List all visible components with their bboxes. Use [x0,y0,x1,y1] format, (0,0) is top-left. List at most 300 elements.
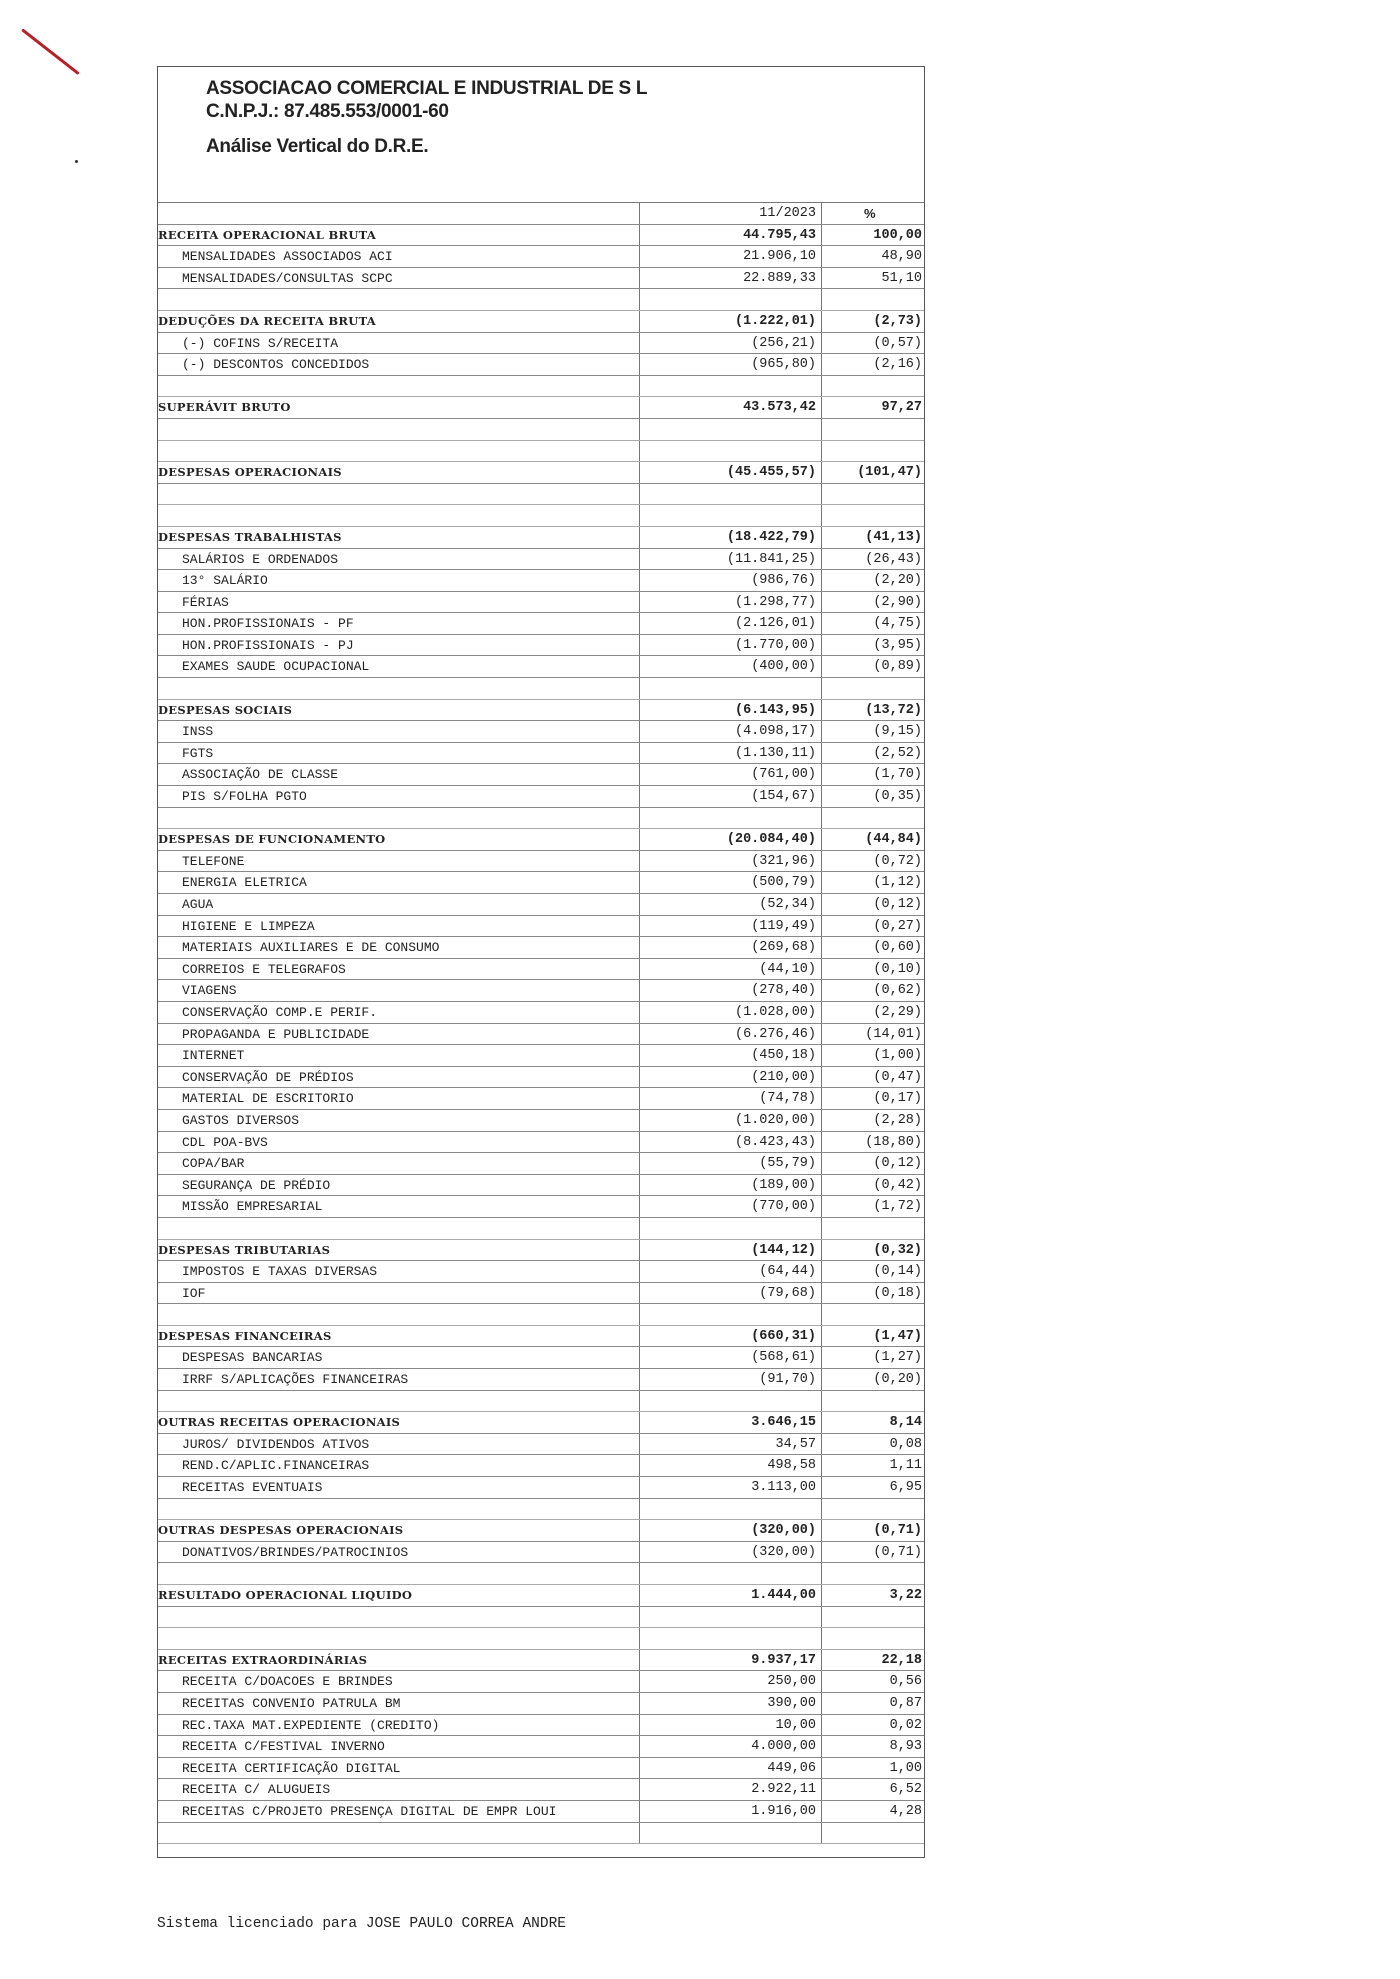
row-percent: 0,08 [821,1434,925,1456]
row-percent: (41,13) [821,527,925,549]
table-row [158,1132,924,1154]
row-description: (-) COFINS S/RECEITA [182,335,339,351]
row-percent [821,1823,925,1845]
row-value: 34,57 [639,1434,820,1456]
table-row [158,1758,924,1780]
row-percent: 0,02 [821,1715,925,1737]
row-description: MENSALIDADES/CONSULTAS SCPC [182,270,393,286]
row-description: EXAMES SAUDE OCUPACIONAL [182,659,370,675]
section-row [158,1650,924,1672]
row-description: IRRF S/APLICAÇÕES FINANCEIRAS [182,1372,409,1388]
row-value: (320,00) [639,1542,820,1564]
row-value [639,1607,820,1629]
row-percent [821,1607,925,1629]
row-percent: (26,43) [821,549,925,571]
row-description: REND.C/APLIC.FINANCEIRAS [182,1458,370,1474]
row-value: 250,00 [639,1671,820,1693]
row-description: RESULTADO OPERACIONAL LIQUIDO [158,1588,413,1602]
row-description: REC.TAXA MAT.EXPEDIENTE (CREDITO) [182,1717,440,1733]
row-value: (2.126,01) [639,613,820,635]
row-description [158,419,638,441]
row-description: SALÁRIOS E ORDENADOS [182,551,339,567]
row-description: DESPESAS OPERACIONAIS [158,465,342,480]
table-row [158,872,924,894]
row-value: (269,68) [639,937,820,959]
row-description: 13° SALÁRIO [182,573,268,589]
row-percent [821,441,925,463]
blank-row [158,1499,924,1521]
row-percent: (0,32) [821,1240,925,1262]
row-value: (4.098,17) [639,721,820,743]
row-value: 21.906,10 [639,246,820,268]
blank-row [158,808,924,830]
row-description: INTERNET [182,1048,245,1064]
blank-row [158,419,924,441]
row-percent: 3,22 [821,1585,925,1607]
row-percent: (1,47) [821,1326,925,1348]
row-description: RECEITA C/ ALUGUEIS [182,1782,331,1798]
row-percent: (0,35) [821,786,925,808]
row-description: FÉRIAS [182,594,229,610]
row-percent: (101,47) [821,462,925,484]
row-percent: (0,62) [821,980,925,1002]
row-percent: (0,18) [821,1283,925,1305]
row-percent: (3,95) [821,635,925,657]
row-percent: (0,60) [821,937,925,959]
row-percent: (2,20) [821,570,925,592]
row-percent: (2,73) [821,311,925,333]
row-value: (986,76) [639,570,820,592]
row-percent: (9,15) [821,721,925,743]
row-percent: (0,57) [821,333,925,355]
row-value [639,1563,820,1585]
row-value: 2.922,11 [639,1779,820,1801]
ink-dot-mark [75,160,78,163]
row-description: CONSERVAÇÃO DE PRÉDIOS [182,1069,354,1085]
report-header [158,67,924,199]
row-percent: 48,90 [821,246,925,268]
row-description: IMPOSTOS E TAXAS DIVERSAS [182,1264,378,1280]
row-percent: (1,70) [821,764,925,786]
row-description: DESPESAS DE FUNCIONAMENTO [158,832,386,847]
row-description: DEDUÇÕES DA RECEITA BRUTA [158,313,377,328]
row-value [639,376,820,398]
blank-row [158,441,924,463]
row-description: VIAGENS [182,983,237,999]
row-value: 3.113,00 [639,1477,820,1499]
row-description: IOF [182,1285,206,1301]
row-value: (45.455,57) [639,462,820,484]
row-percent: (2,28) [821,1110,925,1132]
row-description: MISSÃO EMPRESARIAL [182,1199,323,1215]
row-description: HON.PROFISSIONAIS - PJ [182,637,354,653]
blank-row [158,1628,924,1650]
table-row [158,1153,924,1175]
row-value [639,1628,820,1650]
row-percent [821,808,925,830]
row-value: (1.020,00) [639,1110,820,1132]
row-percent: (1,72) [821,1196,925,1218]
blank-row [158,376,924,398]
row-description [158,376,638,398]
row-percent [821,1499,925,1521]
row-value: (321,96) [639,851,820,873]
row-value [639,505,820,527]
section-row [158,1412,924,1434]
row-value: (18.422,79) [639,527,820,549]
row-description: CDL POA-BVS [182,1134,268,1150]
blank-row [158,1823,924,1845]
section-row [158,527,924,549]
section-row [158,397,924,419]
license-footer: Sistema licenciado para JOSE PAULO CORREA ANDRE [157,1916,566,1932]
table-row [158,980,924,1002]
row-description: MATERIAIS AUXILIARES E DE CONSUMO [182,940,440,956]
row-value: (44,10) [639,959,820,981]
row-description [158,808,638,830]
row-description: PIS S/FOLHA PGTO [182,789,307,805]
blank-row [158,1304,924,1326]
row-description [158,1823,638,1845]
row-value: (770,00) [639,1196,820,1218]
table-row [158,916,924,938]
row-description [158,1628,638,1650]
row-description: RECEITAS EXTRAORDINÁRIAS [158,1652,368,1667]
row-description: MENSALIDADES ASSOCIADOS ACI [182,249,393,265]
section-row [158,462,924,484]
row-value: (1.298,77) [639,592,820,614]
row-value: (278,40) [639,980,820,1002]
table-row [158,1045,924,1067]
row-percent: (0,12) [821,894,925,916]
row-value: 1.444,00 [639,1585,820,1607]
row-description: DONATIVOS/BRINDES/PATROCINIOS [182,1544,409,1560]
row-description: CONSERVAÇÃO COMP.E PERIF. [182,1004,378,1020]
row-percent: 8,93 [821,1736,925,1758]
row-percent [821,1218,925,1240]
table-row [158,1196,924,1218]
table-row [158,743,924,765]
row-percent: 6,95 [821,1477,925,1499]
row-description: HON.PROFISSIONAIS - PF [182,616,354,632]
row-value: (189,00) [639,1175,820,1197]
report-title: Análise Vertical do D.R.E. [206,136,429,157]
table-row [158,1542,924,1564]
row-percent: (1,00) [821,1045,925,1067]
table-row [158,1736,924,1758]
row-value: (761,00) [639,764,820,786]
row-description [158,1563,638,1585]
section-row [158,700,924,722]
row-description [158,505,638,527]
section-row [158,829,924,851]
table-row [158,721,924,743]
table-row [158,1088,924,1110]
table-row [158,333,924,355]
row-percent: 100,00 [821,225,925,247]
period-column-header: 11/2023 [639,203,820,225]
row-value: (400,00) [639,656,820,678]
table-row [158,1175,924,1197]
row-value [639,1391,820,1413]
row-value: (568,61) [639,1347,820,1369]
row-description: MATERIAL DE ESCRITORIO [182,1091,354,1107]
section-row [158,1240,924,1262]
table-row [158,1110,924,1132]
row-percent [821,1391,925,1413]
row-description: GASTOS DIVERSOS [182,1112,300,1128]
table-row [158,1671,924,1693]
table-row [158,851,924,873]
header-desc-cell [158,203,638,225]
row-description: RECEITA C/FESTIVAL INVERNO [182,1739,385,1755]
table-row [158,894,924,916]
row-value: 10,00 [639,1715,820,1737]
row-percent: 97,27 [821,397,925,419]
table-row [158,549,924,571]
row-description: RECEITAS CONVENIO PATRULA BM [182,1695,401,1711]
row-value: (6.143,95) [639,700,820,722]
row-description [158,1218,638,1240]
row-percent: (0,10) [821,959,925,981]
blank-row [158,1563,924,1585]
row-value [639,484,820,506]
row-value: (79,68) [639,1283,820,1305]
row-percent: (13,72) [821,700,925,722]
row-percent [821,1304,925,1326]
row-percent: (44,84) [821,829,925,851]
row-value: (210,00) [639,1067,820,1089]
table-row [158,786,924,808]
row-description [158,484,638,506]
row-percent: 6,52 [821,1779,925,1801]
row-value: 22.889,33 [639,268,820,290]
row-value: (55,79) [639,1153,820,1175]
row-percent: 22,18 [821,1650,925,1672]
row-percent: (1,12) [821,872,925,894]
section-row [158,225,924,247]
table-row [158,1477,924,1499]
row-description: SEGURANÇA DE PRÉDIO [182,1177,331,1193]
row-percent: (2,16) [821,354,925,376]
row-value [639,1823,820,1845]
table-row [158,959,924,981]
row-percent [821,678,925,700]
percent-column-header: % [821,203,925,225]
table-row [158,1067,924,1089]
row-percent: 1,00 [821,1758,925,1780]
row-description: JUROS/ DIVIDENDOS ATIVOS [182,1436,370,1452]
row-value: 449,06 [639,1758,820,1780]
row-value [639,1304,820,1326]
row-percent [821,505,925,527]
blank-row [158,1218,924,1240]
row-value: (450,18) [639,1045,820,1067]
row-percent: (0,47) [821,1067,925,1089]
blank-row [158,1391,924,1413]
row-percent: 1,11 [821,1455,925,1477]
row-percent: (0,27) [821,916,925,938]
row-value [639,678,820,700]
row-value: 498,58 [639,1455,820,1477]
row-description: DESPESAS BANCARIAS [182,1350,323,1366]
row-description: DESPESAS FINANCEIRAS [158,1328,332,1343]
row-percent [821,1563,925,1585]
table-row [158,635,924,657]
row-percent: 8,14 [821,1412,925,1434]
row-value: (154,67) [639,786,820,808]
row-value: (20.084,40) [639,829,820,851]
row-percent: (0,71) [821,1520,925,1542]
section-row [158,1585,924,1607]
table-row [158,246,924,268]
report-frame [157,66,925,1858]
row-description: DESPESAS TRABALHISTAS [158,529,342,544]
row-description: SUPERÁVIT BRUTO [158,400,291,415]
row-description: RECEITA OPERACIONAL BRUTA [158,227,377,242]
row-value: (74,78) [639,1088,820,1110]
section-row [158,1520,924,1542]
row-value: (256,21) [639,333,820,355]
row-description [158,441,638,463]
table-row [158,937,924,959]
pen-stroke-mark [21,28,80,75]
row-percent: (14,01) [821,1024,925,1046]
row-description: TELEFONE [182,853,245,869]
row-value: (64,44) [639,1261,820,1283]
row-percent: 0,56 [821,1671,925,1693]
row-percent: (0,20) [821,1369,925,1391]
row-value: (119,49) [639,916,820,938]
row-description: ASSOCIAÇÃO DE CLASSE [182,767,339,783]
row-percent: (4,75) [821,613,925,635]
row-percent: (0,42) [821,1175,925,1197]
row-percent: (2,52) [821,743,925,765]
row-description [158,678,638,700]
row-value: 4.000,00 [639,1736,820,1758]
row-value [639,441,820,463]
row-description: AGUA [182,897,214,912]
row-percent: (0,89) [821,656,925,678]
table-row [158,1693,924,1715]
row-value: 1.916,00 [639,1801,820,1823]
table-row [158,613,924,635]
row-percent [821,376,925,398]
row-value: 390,00 [639,1693,820,1715]
table-row [158,1347,924,1369]
row-value: (965,80) [639,354,820,376]
row-percent: 4,28 [821,1801,925,1823]
company-name: ASSOCIACAO COMERCIAL E INDUSTRIAL DE S L [206,78,648,99]
row-value: (8.423,43) [639,1132,820,1154]
table-row [158,354,924,376]
blank-row [158,505,924,527]
section-row [158,311,924,333]
blank-row [158,678,924,700]
row-description: PROPAGANDA E PUBLICIDADE [182,1026,370,1042]
table-row [158,592,924,614]
blank-row [158,1607,924,1629]
table-header-row [158,202,924,225]
row-value: (660,31) [639,1326,820,1348]
row-percent: (0,17) [821,1088,925,1110]
row-percent [821,289,925,311]
row-description: DESPESAS TRIBUTARIAS [158,1242,331,1257]
row-percent: (1,27) [821,1347,925,1369]
row-description [158,1499,638,1521]
row-value: (1.222,01) [639,311,820,333]
table-row [158,1779,924,1801]
blank-row [158,484,924,506]
section-row [158,1326,924,1348]
table-row [158,1261,924,1283]
row-description: RECEITAS EVENTUAIS [182,1480,323,1496]
row-description: HIGIENE E LIMPEZA [182,918,315,934]
row-percent [821,419,925,441]
table-row [158,1715,924,1737]
table-row [158,570,924,592]
row-description: ENERGIA ELETRICA [182,875,307,891]
row-value: 43.573,42 [639,397,820,419]
row-percent: 0,87 [821,1693,925,1715]
row-percent: 51,10 [821,268,925,290]
row-percent: (18,80) [821,1132,925,1154]
row-description: RECEITAS C/PROJETO PRESENÇA DIGITAL DE EMPR LOUI [182,1803,557,1819]
table-row [158,1369,924,1391]
row-value [639,289,820,311]
row-value: (91,70) [639,1369,820,1391]
row-description [158,1391,638,1413]
row-value: (1.028,00) [639,1002,820,1024]
row-value: 44.795,43 [639,225,820,247]
row-description: RECEITA CERTIFICAÇÃO DIGITAL [182,1760,401,1776]
row-percent: (0,72) [821,851,925,873]
row-description: DESPESAS SOCIAIS [158,702,293,717]
row-description: FGTS [182,745,214,761]
row-description: OUTRAS RECEITAS OPERACIONAIS [158,1415,401,1430]
row-percent: (0,14) [821,1261,925,1283]
row-percent: (2,90) [821,592,925,614]
table-row [158,1455,924,1477]
row-percent: (0,12) [821,1153,925,1175]
company-cnpj: C.N.P.J.: 87.485.553/0001-60 [206,101,449,122]
table-row [158,1024,924,1046]
row-percent: (0,71) [821,1542,925,1564]
row-description: OUTRAS DESPESAS OPERACIONAIS [158,1523,404,1538]
row-percent: (2,29) [821,1002,925,1024]
blank-row [158,289,924,311]
row-value: 9.937,17 [639,1650,820,1672]
table-row [158,1434,924,1456]
table-row [158,656,924,678]
row-value: (1.130,11) [639,743,820,765]
row-value: (500,79) [639,872,820,894]
dre-table [158,202,924,1844]
row-description: RECEITA C/DOACOES E BRINDES [182,1674,393,1690]
row-percent [821,1628,925,1650]
row-value: (6.276,46) [639,1024,820,1046]
row-description [158,1304,638,1326]
table-row [158,268,924,290]
row-percent [821,484,925,506]
row-description: INSS [182,724,214,740]
row-value [639,808,820,830]
table-row [158,1002,924,1024]
table-row [158,1801,924,1823]
row-value: (52,34) [639,894,820,916]
table-row [158,764,924,786]
table-row [158,1283,924,1305]
